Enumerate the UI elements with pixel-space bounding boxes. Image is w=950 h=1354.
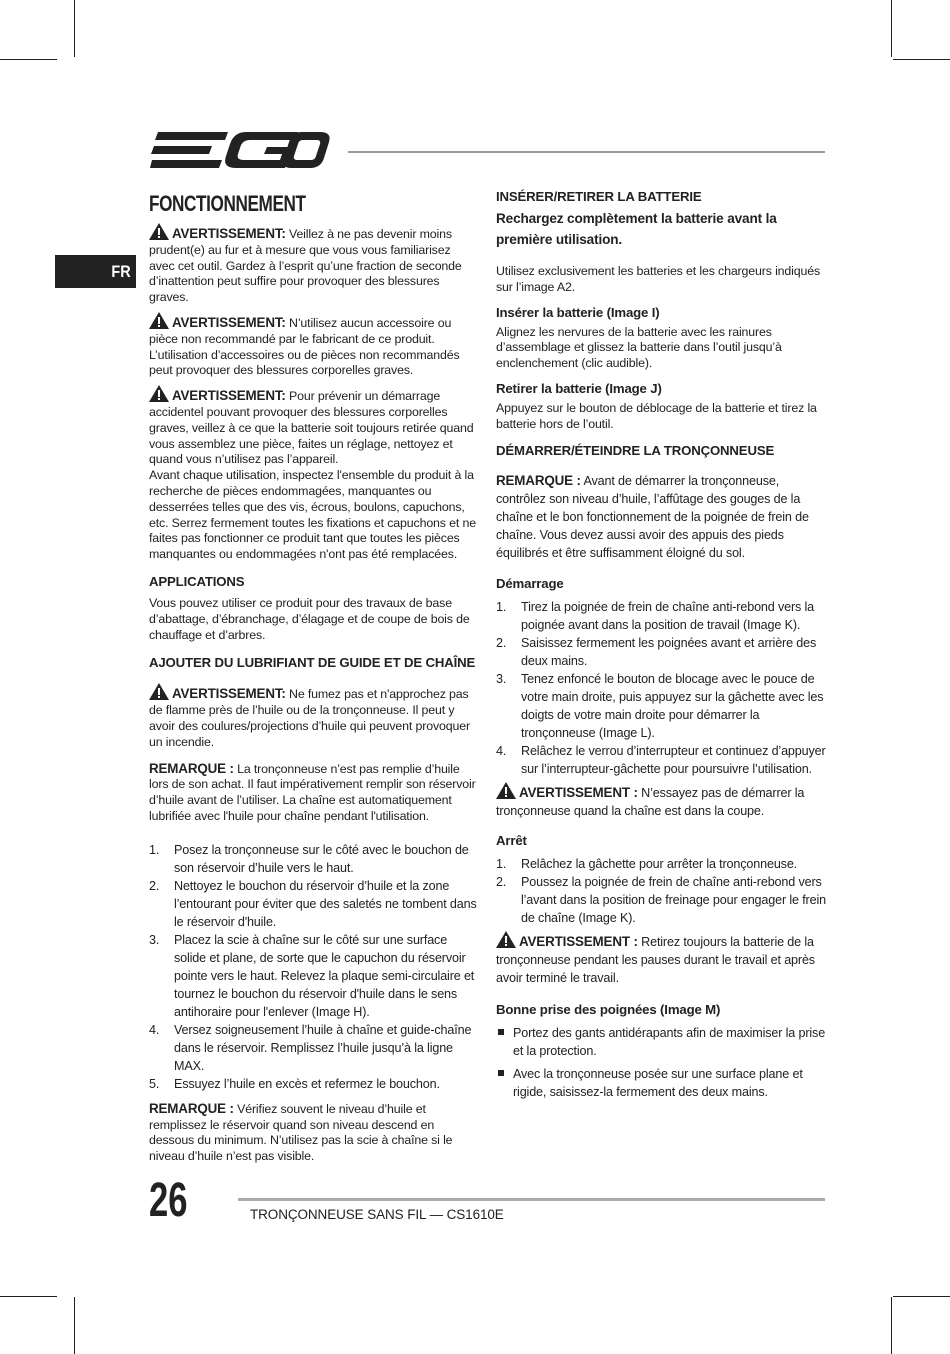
crop-mark bbox=[74, 1297, 75, 1354]
list-item: 4. Relâchez le verrou d’interrupteur et continuez d’appuyer sur l’interrupteur-gâchette pour poursuivre l’utilisation. bbox=[496, 743, 826, 776]
note-block bbox=[149, 761, 479, 825]
remove-battery-text: Appuyez sur le bouton de déblocage de la batterie et tirez la batterie hors de l’outil. bbox=[496, 400, 817, 431]
list-item: Portez des gants antidérapants afin de maximiser la prise et la protection. bbox=[496, 1024, 826, 1060]
note-text: Avant de démarrer la tronçonneuse, contrôlez son niveau d’huile, l’affûtage des gouges de la chaîne et le bon fonctionnement de la poignée de frein de chaîne. Vous devez aussi avoir des appuis des pieds équilibrés et être suffisamment éloigné du sol. bbox=[496, 473, 809, 560]
note-block bbox=[496, 472, 826, 562]
crop-mark bbox=[74, 0, 75, 57]
warning-text: Pour prévenir un démarrage accidentel pouvant provoquer des blessures corporelles graves, veillez à ce que la batterie soit toujours retirée quand vous assemblez une pièce, faites un réglage, nettoyez et quand vous n’utilisez pas l’appareil. bbox=[149, 389, 474, 467]
grip-bullets bbox=[496, 1024, 826, 1101]
crop-mark bbox=[0, 1296, 57, 1297]
list-item: 3. Tenez enfoncé le bouton de blocage avec le pouce de votre main droite, puis appuyez sur la gâchette avec les doigts de votre main droite pour démarrer la tronçonneuse (Image L). bbox=[496, 671, 824, 740]
warning-block bbox=[496, 931, 826, 987]
section-title: FONCTIONNEMENT bbox=[149, 191, 306, 216]
warning-icon bbox=[496, 931, 516, 948]
inspect-text: Avant chaque utilisation, inspectez l'ensemble du produit à la recherche de pièces endommagées, manquantes ou desserrées telles que des vis, écrous, boulons, capuchons, etc. Serrez fermement toutes les fixations et capuchons et ne faites pas fonctionner ce produit tant que toutes les pièces manquantes ou endommagées n'ont pas été remplacées. bbox=[149, 468, 476, 562]
footer-rule bbox=[238, 1198, 825, 1201]
page-number: 26 bbox=[149, 1174, 188, 1227]
warning-label: AVERTISSEMENT: bbox=[172, 314, 286, 330]
list-item: Avec la tronçonneuse posée sur une surface plane et rigide, saisissez-la fermement des deux mains. bbox=[496, 1065, 826, 1101]
crop-mark bbox=[893, 1296, 950, 1297]
note-label: REMARQUE : bbox=[149, 1100, 234, 1116]
note-label: REMARQUE : bbox=[496, 472, 581, 488]
warning-text: Retirez toujours la batterie de la tronçonneuse pendant les pauses durant le travail et après avoir terminé le travail. bbox=[496, 934, 815, 985]
ego-logo bbox=[150, 130, 332, 172]
warning-block bbox=[149, 683, 479, 750]
list-item: 2. Poussez la poignée de frein de chaîne anti-rebond vers l’avant dans la position de freinage pour engager le frein de chaîne (Image K). bbox=[496, 874, 826, 925]
warning-label: AVERTISSEMENT : bbox=[519, 933, 638, 949]
header-rule bbox=[348, 151, 825, 153]
list-item: 2. Nettoyez le bouchon du réservoir d’huile et la zone l’entourant pour éviter que des saletés ne tombent dans le réservoir d'huile. bbox=[149, 878, 477, 929]
applications-text: Vous pouvez utiliser ce produit pour des travaux de base d’abattage, d’ébranchage, d’élagage et de coupe de bois de chauffage et d’arbres. bbox=[149, 595, 470, 642]
warning-label: AVERTISSEMENT: bbox=[172, 226, 286, 241]
warning-text: Ne fumez pas et n'approchez pas de flamme près de l’huile ou de la tronçonneuse. Il peut y avoir des coulures/projections d’huile qui peuvent provoquer un incendie. bbox=[149, 687, 470, 749]
battery-subheading: Rechargez complètement la batterie avant la première utilisation. bbox=[496, 211, 777, 247]
warning-label: AVERTISSEMENT: bbox=[172, 388, 286, 404]
list-item: 5. Essuyez l’huile en excès et refermez le bouchon. bbox=[149, 1076, 440, 1091]
note-text: La tronçonneuse n’est pas remplie d’huile lors de son achat. Il faut impérativement remplir son réservoir d’huile avant de l’utiliser. La chaîne est automatiquement lubrifiée avec l'huile pour chaîne pendant l'utilisation. bbox=[149, 761, 476, 823]
warning-text: N’essayez pas de démarrer la tronçonneuse quand la chaîne est dans la coupe. bbox=[496, 785, 805, 818]
crop-mark bbox=[0, 59, 57, 60]
grip-heading: Bonne prise des poignées (Image M) bbox=[496, 1001, 721, 1017]
warning-label: AVERTISSEMENT: bbox=[172, 686, 286, 702]
warning-icon bbox=[149, 683, 169, 700]
start-steps bbox=[496, 598, 826, 778]
list-item: 4. Versez soigneusement l’huile à chaîne et guide-chaîne dans le réservoir. Remplissez l’huile jusqu’à la ligne MAX. bbox=[149, 1022, 472, 1073]
warning-icon bbox=[149, 385, 169, 402]
insert-battery-heading: Insérer la batterie (Image I) bbox=[496, 304, 660, 320]
insert-battery-text: Alignez les nervures de la batterie avec les rainures d’assemblage et glissez la batterie dans l’outil jusqu’à enclenchement (clic audible). bbox=[496, 324, 782, 371]
stop-steps bbox=[496, 855, 826, 927]
list-item: 1. Posez la tronçonneuse sur le côté avec le bouchon de son réservoir d’huile vers le haut. bbox=[149, 842, 469, 875]
battery-text: Utilisez exclusivement les batteries et les chargeurs indiqués sur l’image A2. bbox=[496, 264, 821, 294]
start-heading: Démarrage bbox=[496, 575, 564, 591]
list-item: 2. Saisissez fermement les poignées avant et arrière des deux mains. bbox=[496, 635, 817, 668]
footer-product: TRONÇONNEUSE SANS FIL — CS1610E bbox=[250, 1207, 504, 1222]
language-tab-label: FR bbox=[111, 262, 131, 281]
warning-block bbox=[149, 385, 479, 468]
warning-block bbox=[149, 223, 479, 306]
lubricant-steps bbox=[149, 841, 479, 1093]
list-item: 3. Placez la scie à chaîne sur le côté sur une surface solide et plane, de sorte que le capuchon du réservoir pointe vers le haut. Relevez la plaque semi-circulaire et tournez le bouchon du réservoir d'huile dans le sens antihoraire pour l'enlever (Image H). bbox=[149, 932, 475, 1019]
note-label: REMARQUE : bbox=[149, 760, 234, 776]
lubricant-heading: AJOUTER DU LUBRIFIANT DE GUIDE ET DE CHAÎNE bbox=[149, 655, 476, 671]
crop-mark bbox=[891, 1297, 892, 1354]
right-column bbox=[496, 188, 826, 1101]
left-column bbox=[149, 190, 479, 1165]
note-text: Vérifiez souvent le niveau d’huile et remplissez le réservoir quand son niveau descend en dessous du minimum. N’utilisez pas la scie à chaîne si le niveau d’huile n’est pas visible. bbox=[149, 1101, 453, 1164]
warning-block bbox=[149, 312, 479, 379]
start-stop-heading: DÉMARRER/ÉTEINDRE LA TRONÇONNEUSE bbox=[496, 442, 775, 458]
stop-heading: Arrêt bbox=[496, 832, 527, 848]
warning-icon bbox=[149, 223, 169, 240]
warning-block bbox=[496, 782, 826, 820]
note-block bbox=[149, 1101, 479, 1165]
remove-battery-heading: Retirer la batterie (Image J) bbox=[496, 380, 662, 396]
list-item: 1. Relâchez la gâchette pour arrêter la tronçonneuse. bbox=[496, 856, 798, 871]
applications-heading: APPLICATIONS bbox=[149, 573, 245, 589]
warning-icon bbox=[149, 312, 169, 329]
bullet-square-icon bbox=[498, 1029, 504, 1035]
crop-mark bbox=[893, 59, 950, 60]
warning-text: Veillez à ne pas devenir moins prudent(e) au fur et à mesure que vous vous familiarisez avec cet outil. Gardez à l’esprit qu’une fraction de seconde d’inattention peut suffire pour provoquer des blessures graves. bbox=[149, 227, 462, 305]
list-item: 1. Tirez la poignée de frein de chaîne anti-rebond vers la poignée avant dans la position de travail (Image K). bbox=[496, 599, 815, 632]
warning-icon bbox=[496, 782, 516, 799]
warning-text: N’utilisez aucun accessoire ou pièce non recommandé par le fabricant de ce produit. L’utilisation d’accessoires ou de pièces non recommandés peut provoquer des blessures corporelles graves. bbox=[149, 315, 460, 378]
crop-mark bbox=[891, 0, 892, 57]
bullet-square-icon bbox=[498, 1070, 504, 1076]
warning-label: AVERTISSEMENT : bbox=[519, 784, 638, 800]
battery-heading: INSÉRER/RETIRER LA BATTERIE bbox=[496, 189, 702, 204]
language-tab bbox=[55, 255, 136, 288]
